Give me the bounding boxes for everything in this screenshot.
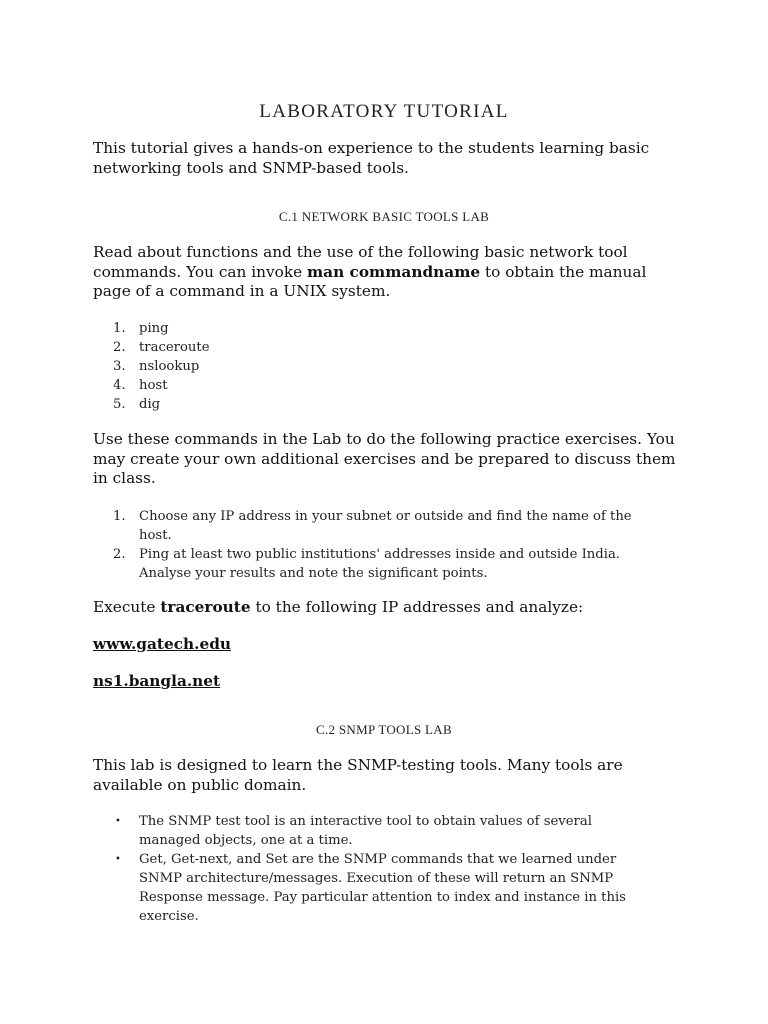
list-number: 1. bbox=[113, 321, 126, 336]
list-item bbox=[93, 545, 653, 583]
list-item bbox=[93, 507, 653, 545]
list-item bbox=[93, 850, 653, 926]
list-item bbox=[93, 357, 653, 376]
list-number: 4. bbox=[113, 378, 126, 393]
list-number: 2. bbox=[113, 547, 126, 562]
exercises-paragraph: Use these commands in the Lab to do the following practice exercises. You may create your own additional exercises and be prepared to discuss them in class. bbox=[93, 430, 676, 487]
bullet-marker: • bbox=[115, 816, 121, 827]
list-item-text: Ping at least two public institutions' addresses inside and outside India. Analyse your results and note the significant points. bbox=[139, 547, 620, 581]
list-item-text: The SNMP test tool is an interactive tool to obtain values of several managed objects, one at a time. bbox=[139, 814, 592, 848]
section1-paragraph-text-b: to obtain the manual page of a command in a UNIX system. bbox=[93, 262, 647, 300]
section1-paragraph bbox=[93, 243, 683, 302]
list-item-text: host bbox=[139, 378, 168, 393]
section2-paragraph: This lab is designed to learn the SNMP-testing tools. Many tools are available on public domain. bbox=[93, 756, 623, 794]
execute-paragraph bbox=[93, 598, 683, 618]
list-item bbox=[93, 376, 653, 395]
list-number: 1. bbox=[113, 509, 126, 524]
gatech-link[interactable]: www.gatech.edu bbox=[93, 635, 232, 653]
list-item-text: nslookup bbox=[139, 359, 200, 374]
execute-text-b: to the following IP addresses and analyze: bbox=[250, 598, 584, 616]
list-number: 3. bbox=[113, 359, 126, 374]
command-list bbox=[93, 319, 653, 414]
list-item bbox=[93, 395, 653, 414]
traceroute-text: traceroute bbox=[160, 598, 251, 616]
section-heading-c1: C.1 NETWORK BASIC TOOLS LAB bbox=[278, 209, 490, 224]
list-item bbox=[93, 319, 653, 338]
bullet-marker: • bbox=[115, 854, 121, 865]
execute-text-a: Execute bbox=[93, 598, 161, 616]
man-commandname-text: man commandname bbox=[307, 262, 481, 281]
snmp-bullet-list bbox=[93, 812, 653, 926]
intro-paragraph: This tutorial gives a hands-on experience to the students learning basic networking tools and SNMP-based tools. bbox=[93, 139, 650, 177]
list-item-text: Get, Get-next, and Set are the SNMP commands that we learned under SNMP architecture/messages. Execution of these will return an SNMP Response message. Pay particular attention to index and instance in this exercise. bbox=[139, 852, 626, 924]
page-title: LABORATORY TUTORIAL bbox=[259, 101, 509, 122]
list-number: 5. bbox=[113, 397, 126, 412]
bangla-link[interactable]: ns1.bangla.net bbox=[93, 672, 221, 690]
exercise-list bbox=[93, 507, 653, 583]
list-number: 2. bbox=[113, 340, 126, 355]
list-item bbox=[93, 812, 653, 850]
gatech-link-line bbox=[93, 635, 683, 655]
list-item-text: ping bbox=[139, 321, 169, 336]
list-item-text: traceroute bbox=[139, 340, 210, 355]
list-item bbox=[93, 338, 653, 357]
list-item-text: dig bbox=[139, 397, 161, 412]
list-item-text: Choose any IP address in your subnet or outside and find the name of the host. bbox=[139, 509, 632, 543]
bangla-link-line bbox=[93, 672, 683, 692]
section1-paragraph-text-a: Read about functions and the use of the following basic network tool commands. You can invoke bbox=[93, 243, 628, 281]
section-heading-c2: C.2 SNMP TOOLS LAB bbox=[316, 722, 452, 737]
